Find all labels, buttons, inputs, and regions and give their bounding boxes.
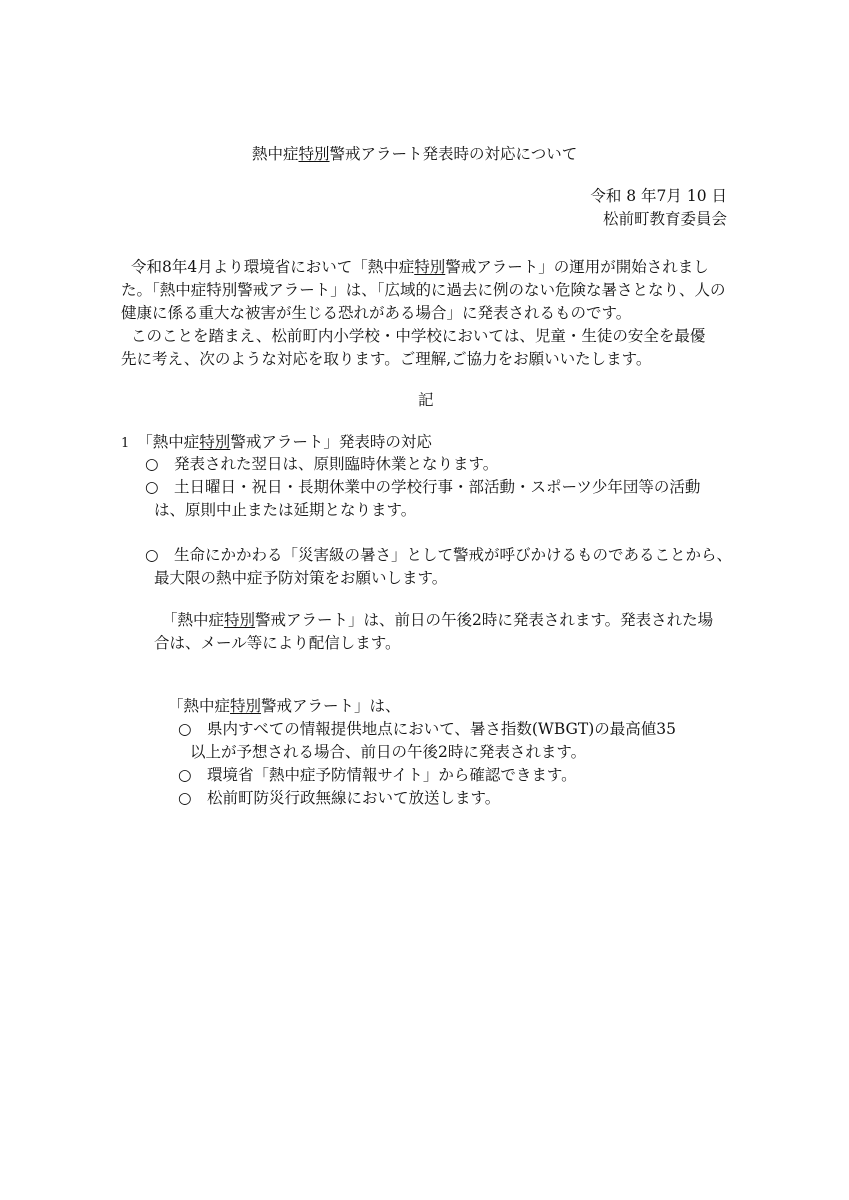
intro-line-1-underlined: 特別 bbox=[414, 258, 446, 276]
title-underlined: 特別 bbox=[298, 145, 330, 163]
info-item-1-line-1: 県内すべての情報提供地点において、暑さ指数(WBGT)の最高値35 bbox=[207, 720, 677, 738]
note-line-1-b: 警戒アラート」は、前日の午後2時に発表されます。発表された場 bbox=[255, 611, 714, 629]
intro-line-4: このことを踏まえ、松前町内小学校・中学校においては、児童・生徒の安全を最優 bbox=[131, 327, 706, 345]
section-1-heading bbox=[121, 431, 432, 455]
note-line-1 bbox=[162, 609, 713, 631]
info-item-2-text: 環境省「熱中症予防情報サイト」から確認できます。 bbox=[207, 766, 577, 784]
item-3-line-2: 最大限の熱中症予防対策をお願いします。 bbox=[154, 569, 448, 587]
item-2-line-2: は、原則中止または延期となります。 bbox=[154, 501, 417, 519]
document-issuer: 松前町教育委員会 bbox=[602, 210, 727, 228]
item-2-bullet: ○ bbox=[145, 478, 159, 496]
item-2-line-1: 土日曜日・祝日・長期休業中の学校行事・部活動・スポーツ少年団等の活動 bbox=[174, 478, 701, 496]
intro-line-3: 健康に係る重大な被害が生じる恐れがある場合」に発表されるものです。 bbox=[121, 304, 632, 322]
item-1-bullet: ○ bbox=[145, 455, 159, 473]
note-line-2: 合は、メール等により配信します。 bbox=[154, 634, 401, 652]
info-heading bbox=[168, 695, 401, 717]
section-1-heading-a: 「熱中症 bbox=[137, 433, 200, 451]
note-line-1-a: 「熱中症 bbox=[162, 611, 225, 629]
intro-line-5: 先に考え、次のような対応を取ります。ご理解,ご協力をお願いいたします。 bbox=[121, 350, 652, 368]
intro-line-1 bbox=[131, 256, 709, 278]
info-item-3-bullet: ○ bbox=[178, 789, 192, 807]
info-heading-b: 警戒アラート」は、 bbox=[261, 697, 401, 715]
info-heading-a: 「熱中症 bbox=[168, 697, 231, 715]
title-part-2: 警戒アラート発表時の対応について bbox=[329, 145, 578, 163]
info-item-2-bullet: ○ bbox=[178, 766, 192, 784]
item-3-bullet: ○ bbox=[145, 546, 159, 564]
note-line-1-underlined: 特別 bbox=[224, 611, 256, 629]
info-item-1-bullet: ○ bbox=[178, 720, 192, 738]
info-item-3-text: 松前町防災行政無線において放送します。 bbox=[207, 789, 501, 807]
item-1-text: 発表された翌日は、原則臨時休業となります。 bbox=[174, 455, 499, 473]
title-part-1: 熱中症 bbox=[252, 145, 299, 163]
section-1-heading-b: 警戒アラート」発表時の対応 bbox=[230, 433, 432, 451]
intro-line-1-a: 令和8年4月より環境省において「熱中症 bbox=[131, 258, 415, 276]
document-title bbox=[252, 143, 577, 165]
section-1-heading-underlined: 特別 bbox=[199, 433, 231, 451]
info-item-1-line-2: 以上が予想される場合、前日の午後2時に発表されます。 bbox=[190, 743, 587, 761]
item-3-line-1: 生命にかかわる「災害級の暑さ」として警戒が呼びかけるものであることから、 bbox=[174, 546, 733, 564]
section-1-number: 1 bbox=[121, 436, 130, 451]
intro-line-1-b: 警戒アラート」の運用が開始されまし bbox=[445, 258, 709, 276]
ki-heading: 記 bbox=[418, 391, 434, 409]
intro-line-2: た。「熱中症特別警戒アラート」は、「広域的に過去に例のない危険な暑さとなり、人の bbox=[121, 281, 726, 299]
document-date: 令和 8 年7月 10 日 bbox=[590, 187, 727, 205]
info-heading-underlined: 特別 bbox=[230, 697, 262, 715]
